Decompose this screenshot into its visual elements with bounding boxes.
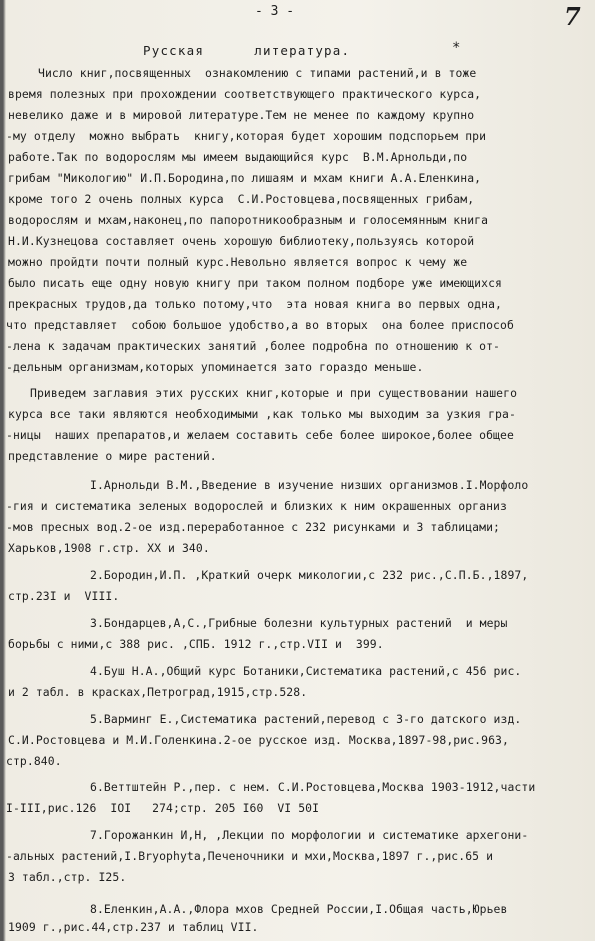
text-line: 3 табл.,стр. I25.	[8, 870, 127, 884]
bibliography-entry: 2.Бородин,И.П. ,Краткий очерк микологии,с 232 рис.,С.П.Б.,1897,	[90, 568, 529, 582]
bibliography-entry: 8.Еленкин,А.А.,Флора мхов Средней России,I.Общая часть,Юрьев	[90, 902, 508, 916]
text-line: и 2 табл. в красках,Петроград,1915,стр.528.	[8, 685, 308, 699]
text-line: С.И.Ростовцева и М.И.Голенкина.2-ое русское изд. Москва,1897-98,рис.963,	[8, 733, 509, 747]
text-line: курса все таки являются необходимыми ,как только мы выходим за узкия гра-	[8, 407, 516, 421]
text-line: -альных растений,I.Bryophyta,Печеночники и мхи,Москва,1897 г.,рис.65 и	[6, 849, 494, 863]
section-title: Русская литература.	[143, 43, 351, 58]
handwritten-page-mark: 7	[564, 2, 581, 31]
text-line: можно пройдти почти полный курс.Невольно является вопрос к чему же	[8, 255, 468, 269]
text-line: Харьков,1908 г.стр. XX и 340.	[8, 541, 210, 555]
text-line: I-III,рис.126 IOI 274;стр. 205 I60 VI 50I	[6, 801, 320, 815]
text-line: невелико даже и в мировой литературе.Тем не менее по каждому крупно	[8, 108, 475, 122]
text-line: время полезных при прохождении соответствующего практического курса,	[8, 87, 482, 101]
bibliography-entry: 6.Веттштейн Р.,пер. с нем. С.И.Ростовцева,Москва 1903-1912,части	[90, 780, 536, 794]
page-number: - 3 -	[255, 4, 295, 19]
text-line: -му отделу можно выбрать книгу,которая будет хорошим подспорьем при	[6, 129, 487, 143]
text-line: -лена к задачам практических занятий ,более подробна по отношению к от-	[6, 339, 500, 353]
bibliography-entry: I.Арнольди В.М.,Введение в изучение низших организмов.I.Морфоло	[90, 478, 529, 492]
text-line: Число книг,посвященных ознакомлению с типами растений,и в тоже	[38, 66, 477, 80]
text-line: что представляет собою большое удобство,а во вторых она более приспособ	[6, 318, 514, 332]
text-line: -ницы наших препаратов,и желаем составить себе более широкое,более общее	[6, 428, 514, 442]
text-line: грибам "Микологию" И.П.Бородина,по лишаям и мхам книги А.А.Еленкина,	[8, 171, 482, 185]
bibliography-entry: 4.Буш Н.А.,Общий курс Ботаники,Систематика растений,с 456 рис.	[90, 664, 522, 678]
text-line: Н.И.Кузнецова составляет очень хорошую библиотеку,пользуясь которой	[8, 234, 475, 248]
bibliography-entry: 3.Бондарцев,А,С.,Грибные болезни культурных растений и меры	[90, 616, 508, 630]
text-line: представление о мире растений.	[8, 449, 217, 463]
text-line: -гия и систематика зеленых водорослей и близких к ним окрашенных организ	[6, 499, 507, 513]
text-line: прекрасных трудов,да только потому,что эта новая книга во первых одна,	[8, 297, 502, 311]
text-line: 1909 г.,рис.44,стр.237 и таблиц VII.	[8, 920, 259, 934]
text-line: -мов пресных вод.2-ое изд.переработанное с 232 рисунками и 3 таблицами;	[6, 520, 500, 534]
text-line: -дельным организмам,которых упоминается зато гораздо меньше.	[6, 360, 424, 374]
text-line: Приведем заглавия этих русских книг,которые и при существовании нашего	[30, 386, 518, 400]
text-line: стр.23I и VIII.	[8, 589, 120, 603]
text-line: кроме того 2 очень полных курса С.И.Ростовцева,посвященных грибам,	[8, 192, 475, 206]
pencil-mark-icon: *	[452, 40, 461, 56]
text-line: работе.Так по водорослям мы имеем выдающийся курс В.М.Арнольди,по	[8, 150, 468, 164]
text-line: было писать еще одну новую книгу при таком полном подборе уже имеющихся	[8, 276, 502, 290]
text-line: водорослям и мхам,наконец,по папоротникообразным и голосемянным книга	[8, 213, 489, 227]
bibliography-entry: 7.Горожанкин И,Н, ,Лекции по морфологии и систематике архегони-	[90, 828, 529, 842]
text-line: стр.840.	[6, 754, 62, 768]
text-line: борьбы с ними,с 388 рис. ,СПБ. 1912 г.,стр.VII и 399.	[8, 637, 384, 651]
bibliography-entry: 5.Варминг Е.,Систематика растений,перевод с 3-го датского изд.	[90, 712, 522, 726]
